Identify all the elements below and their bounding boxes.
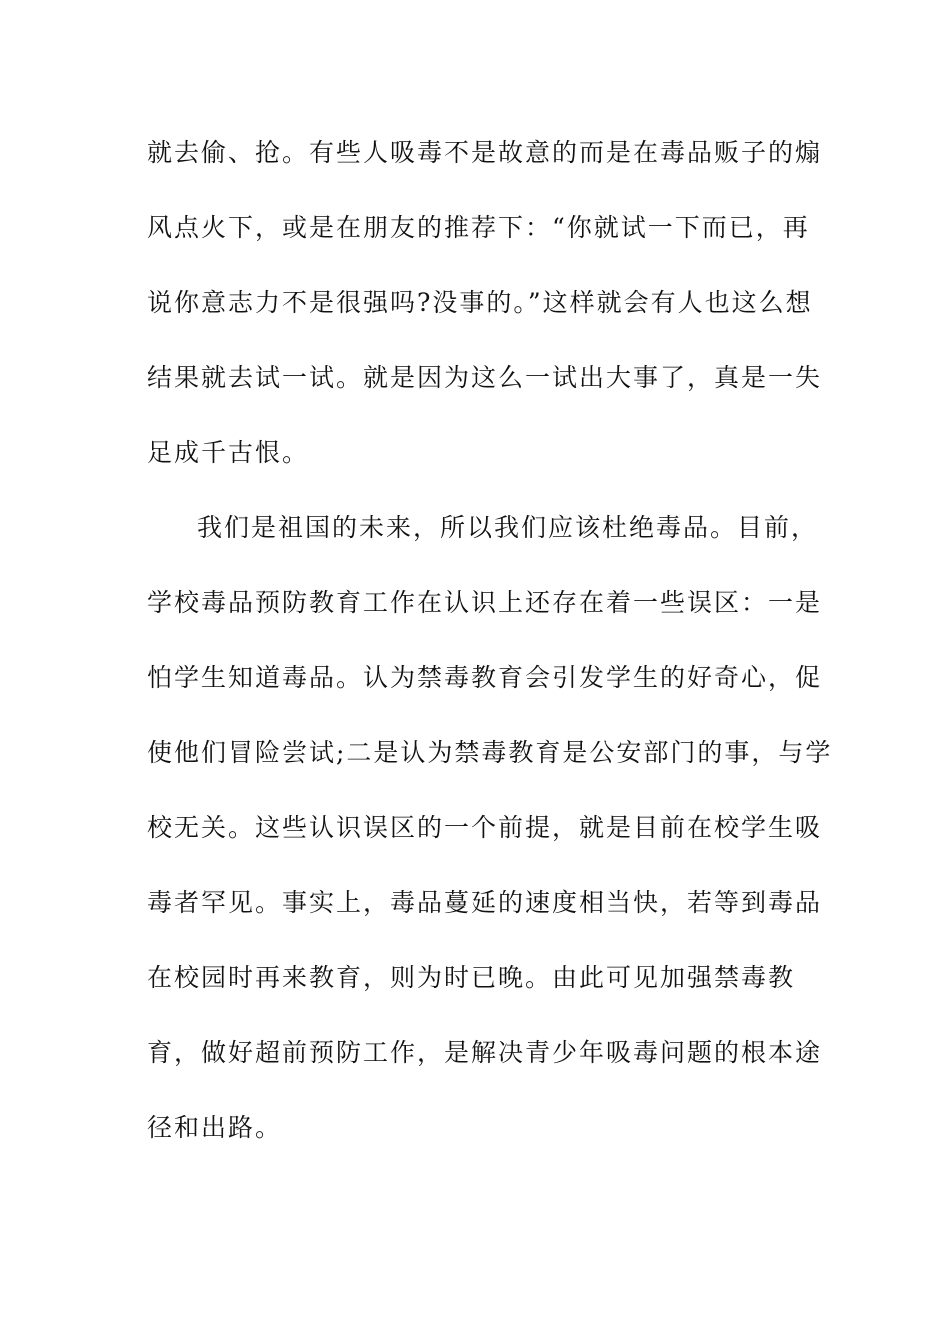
- paragraph-1: [147, 128, 823, 503]
- text-line: 径和出路。: [147, 1113, 283, 1142]
- document-body: [147, 128, 833, 1178]
- text-line: 学校毒品预防教育工作在认识上还存在着一些误区：一是: [147, 588, 823, 617]
- text-line: 育，做好超前预防工作，是解决青少年吸毒问题的根本途: [147, 1038, 823, 1067]
- text-line: 风点火下，或是在朋友的推荐下：“你就试一下而已，再: [147, 213, 810, 242]
- text-line: 毒者罕见。事实上，毒品蔓延的速度相当快，若等到毒品: [147, 888, 823, 917]
- text-line: 校无关。这些认识误区的一个前提，就是目前在校学生吸: [147, 813, 823, 842]
- text-line: 在校园时再来教育，则为时已晚。由此可见加强禁毒教: [147, 963, 796, 992]
- text-line: 结果就去试一试。就是因为这么一试出大事了，真是一失: [147, 363, 823, 392]
- text-line: 足成千古恨。: [147, 438, 310, 467]
- paragraph-2: [147, 503, 833, 1178]
- text-line: 就去偷、抢。有些人吸毒不是故意的而是在毒品贩子的煽: [147, 138, 823, 167]
- text-line: 说你意志力不是很强吗?没事的。”这样就会有人也这么想: [147, 288, 813, 317]
- text-line: 我们是祖国的未来，所以我们应该杜绝毒品。目前，: [197, 513, 819, 542]
- text-line: 使他们冒险尝试;二是认为禁毒教育是公安部门的事，与学: [147, 738, 833, 767]
- text-line: 怕学生知道毒品。认为禁毒教育会引发学生的好奇心，促: [147, 663, 823, 692]
